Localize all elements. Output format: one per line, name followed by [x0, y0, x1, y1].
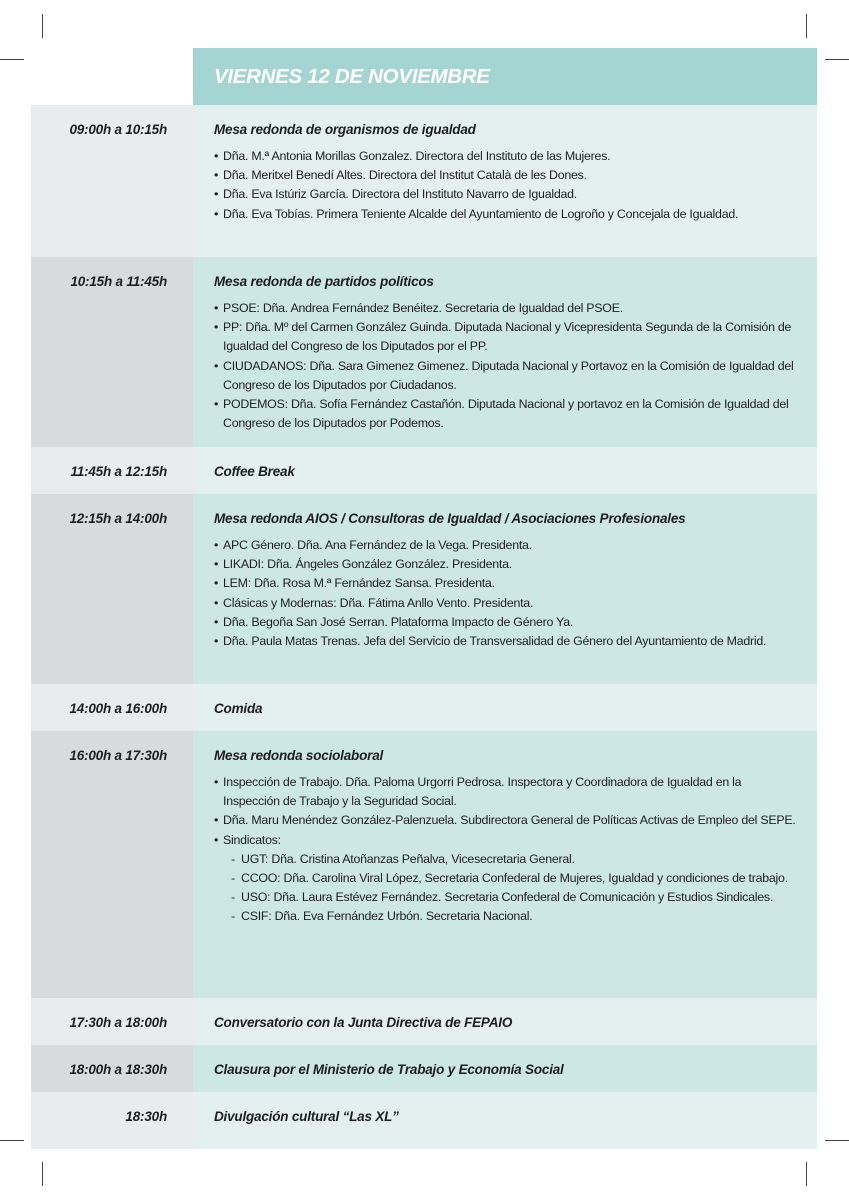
crop-mark	[0, 1140, 24, 1141]
crop-mark	[825, 1140, 849, 1141]
speaker-text: Inspección de Trabajo. Dña. Paloma Urgorri Pedrosa. Inspectora y Coordinadora de Igualdad en la Inspección de Trabajo y la Seguridad Social.	[223, 775, 742, 809]
schedule-row	[31, 731, 817, 998]
dash-icon: -	[231, 890, 235, 905]
speaker-text: LEM: Dña. Rosa M.ª Fernández Sansa. Presidenta.	[223, 576, 495, 591]
bullet-icon: •	[214, 557, 219, 572]
schedule-row	[31, 494, 817, 684]
session-title: Clausura por el Ministerio de Trabajo y Economía Social	[214, 1062, 564, 1077]
session-title: Mesa redonda sociolaboral	[214, 748, 384, 763]
speaker-text: LIKADI: Dña. Ángeles González González. Presidenta.	[223, 557, 512, 572]
crop-mark	[806, 14, 807, 38]
bullet-icon: •	[214, 320, 219, 335]
schedule-row	[31, 105, 817, 257]
speaker-text: Clásicas y Modernas: Dña. Fátima Anllo Vento. Presidenta.	[223, 595, 534, 610]
sindicatos-list	[223, 850, 797, 927]
crop-mark	[42, 14, 43, 38]
day-title: VIERNES 12 DE NOVIEMBRE	[214, 64, 490, 88]
speaker-item	[214, 318, 797, 356]
session-title: Mesa redonda de partidos políticos	[214, 274, 434, 289]
session-time: 18:00h a 18:30h	[31, 1045, 193, 1092]
session-time: 14:00h a 16:00h	[31, 684, 193, 731]
speaker-list	[214, 773, 797, 927]
speaker-item	[214, 205, 797, 224]
sindicato-item	[232, 850, 797, 869]
speaker-item	[214, 299, 797, 318]
session-time: 10:15h a 11:45h	[31, 257, 193, 447]
session-content	[193, 1045, 817, 1092]
speaker-item	[214, 594, 797, 613]
speaker-item	[214, 613, 797, 632]
speaker-item	[214, 536, 797, 555]
speaker-text: Dña. Eva Istúriz García. Directora del Instituto Navarro de Igualdad.	[223, 187, 577, 202]
speaker-text: PP: Dña. Mº del Carmen González Guinda. Diputada Nacional y Vicepresidenta Segunda de la Comisión de Igualdad del Congreso de los Diputados por el PP.	[223, 320, 792, 354]
sindicato-text: USO: Dña. Laura Estévez Fernández. Secretaria Confederal de Comunicación y Estudios Sindicales.	[241, 890, 774, 905]
bullet-icon: •	[214, 775, 219, 789]
dash-icon: -	[231, 909, 235, 924]
session-content	[193, 684, 817, 731]
speaker-text: APC Género. Dña. Ana Fernández de la Vega. Presidenta.	[223, 538, 532, 552]
speaker-item	[214, 632, 797, 651]
speaker-item	[214, 831, 797, 927]
schedule-row	[31, 1045, 817, 1092]
bullet-icon: •	[214, 187, 219, 202]
bullet-icon: •	[214, 832, 219, 847]
speaker-text: CIUDADANOS: Dña. Sara Gimenez Gimenez. Diputada Nacional y Portavoz en la Comisión de Igualdad del Congreso de los Diputados por Ciudadanos.	[223, 358, 794, 392]
speaker-item	[214, 185, 797, 204]
session-time: 18:30h	[31, 1092, 193, 1149]
speaker-list	[214, 536, 797, 651]
bullet-icon: •	[214, 301, 219, 315]
schedule-table	[31, 105, 817, 1149]
session-time: 17:30h a 18:00h	[31, 998, 193, 1045]
speaker-text: Dña. Meritxel Benedí Altes. Directora del Institut Català de les Dones.	[223, 168, 587, 183]
session-title: Coffee Break	[214, 464, 295, 479]
speaker-text: PODEMOS: Dña. Sofía Fernández Castañón. Diputada Nacional y portavoz en la Comisión de Igualdad del Congreso de los Diputados por Podemos.	[223, 397, 789, 431]
crop-mark	[825, 59, 849, 60]
sindicato-item	[232, 869, 797, 888]
bullet-icon: •	[214, 538, 219, 552]
speaker-text: Dña. Eva Tobías. Primera Teniente Alcalde del Ayuntamiento de Logroño y Concejala de Igualdad.	[223, 206, 739, 221]
speaker-list	[214, 147, 797, 224]
speaker-item	[214, 555, 797, 574]
session-content	[193, 998, 817, 1045]
speaker-item	[214, 357, 797, 395]
session-title: Comida	[214, 701, 263, 716]
session-time: 09:00h a 10:15h	[31, 105, 193, 257]
bullet-icon: •	[214, 576, 219, 591]
schedule-row	[31, 684, 817, 731]
session-time: 16:00h a 17:30h	[31, 731, 193, 998]
speaker-list	[214, 299, 797, 433]
schedule-row	[31, 1092, 817, 1149]
sindicato-text: UGT: Dña. Cristina Atoñanzas Peñalva, Vicesecretaria General.	[241, 851, 575, 866]
session-title: Divulgación cultural “Las XL”	[214, 1109, 399, 1124]
bullet-icon: •	[214, 206, 219, 221]
schedule-row	[31, 447, 817, 494]
speaker-item	[214, 395, 797, 433]
session-time: 12:15h a 14:00h	[31, 494, 193, 684]
bullet-icon: •	[214, 614, 219, 629]
bullet-icon: •	[214, 168, 219, 183]
session-content	[193, 105, 817, 257]
speaker-text: Dña. M.ª Antonia Morillas Gonzalez. Directora del Instituto de las Mujeres.	[223, 149, 611, 163]
speaker-text: PSOE: Dña. Andrea Fernández Benéitez. Secretaria de Igualdad del PSOE.	[223, 301, 623, 315]
speaker-item	[214, 166, 797, 185]
bullet-icon: •	[214, 595, 219, 610]
speaker-text: Sindicatos:	[223, 832, 281, 847]
speaker-text: Dña. Begoña San José Serran. Plataforma Impacto de Género Ya.	[223, 614, 574, 629]
bullet-icon: •	[214, 149, 219, 163]
bullet-icon: •	[214, 358, 219, 373]
session-title: Conversatorio con la Junta Directiva de FEPAIO	[214, 1015, 513, 1030]
session-title: Mesa redonda de organismos de igualdad	[214, 122, 476, 137]
session-content	[193, 494, 817, 684]
sindicato-item	[232, 888, 797, 907]
speaker-item	[214, 811, 797, 830]
bullet-icon: •	[214, 813, 219, 828]
sindicato-text: CSIF: Dña. Eva Fernández Urbón. Secretaria Nacional.	[241, 909, 533, 924]
bullet-icon: •	[214, 634, 219, 649]
dash-icon: -	[231, 871, 235, 886]
dash-icon: -	[231, 851, 235, 866]
session-content	[193, 1092, 817, 1149]
session-content	[193, 447, 817, 494]
session-time: 11:45h a 12:15h	[31, 447, 193, 494]
crop-mark	[806, 1162, 807, 1186]
bullet-icon: •	[214, 397, 219, 412]
day-header	[193, 48, 817, 105]
speaker-item	[214, 147, 797, 166]
schedule-row	[31, 998, 817, 1045]
speaker-text: Dña. Maru Menéndez González-Palenzuela. Subdirectora General de Políticas Activas de Empleo del SEPE.	[223, 813, 796, 828]
crop-mark	[0, 59, 24, 60]
session-title: Mesa redonda AIOS / Consultoras de Igualdad / Asociaciones Profesionales	[214, 511, 686, 526]
schedule-row	[31, 257, 817, 447]
session-content	[193, 257, 817, 447]
session-content	[193, 731, 817, 998]
speaker-item	[214, 773, 797, 811]
speaker-item	[214, 574, 797, 593]
speaker-text: Dña. Paula Matas Trenas. Jefa del Servicio de Transversalidad de Género del Ayuntamiento de Madrid.	[223, 634, 767, 649]
sindicato-item	[232, 907, 797, 926]
crop-mark	[42, 1162, 43, 1186]
sindicato-text: CCOO: Dña. Carolina Viral López, Secretaria Confederal de Mujeres, Igualdad y condiciones de trabajo.	[241, 871, 788, 886]
